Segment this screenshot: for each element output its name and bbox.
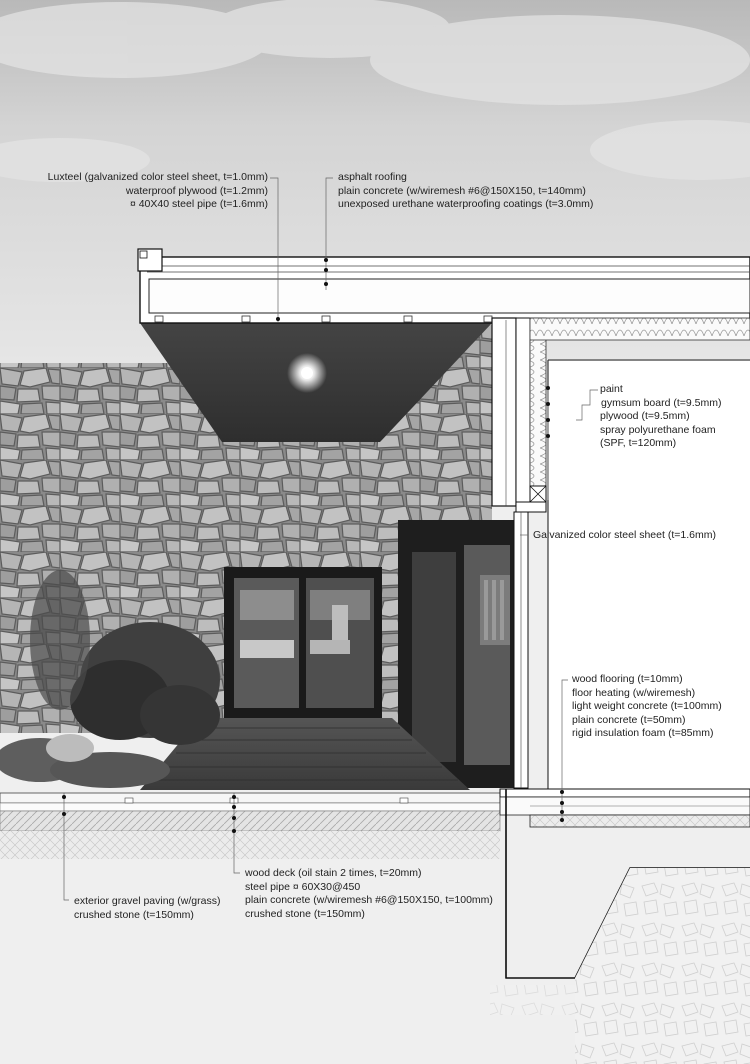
sliding-door (224, 567, 382, 719)
floor-annotations (572, 673, 722, 741)
gravel-annotations (74, 895, 220, 922)
annotation-line: spray polyurethane foam (600, 423, 716, 436)
annotation-line: plain concrete (w/wiremesh #6@150X150, t=100mm) (245, 894, 493, 907)
annotation-line: asphalt roofing (338, 171, 407, 183)
annotation-line: steel pipe ¤ 60X30@450 (245, 880, 361, 893)
annotation-line: Luxteel (galvanized color steel sheet, t=1.0mm) (47, 171, 268, 183)
annotation-line: paint (600, 383, 623, 395)
annotation-line: waterproof plywood (t=1.2mm) (125, 184, 268, 197)
annotation-line: plain concrete (w/wiremesh #6@150X150, t=140mm) (338, 184, 586, 197)
wall-annotations (600, 383, 722, 451)
annotation-line: gymsum board (t=9.5mm) (601, 396, 722, 409)
annotation-line: plain concrete (t=50mm) (572, 713, 686, 726)
annotation-line: plywood (t=9.5mm) (600, 410, 690, 423)
annotation-line: exterior gravel paving (w/grass) (74, 895, 221, 907)
ground-section (0, 789, 750, 1064)
annotation-line: rigid insulation foam (t=85mm) (572, 727, 714, 740)
annotation-line: unexposed urethane waterproofing coatings (t=3.0mm) (338, 198, 594, 211)
annotation-line: crushed stone (t=150mm) (74, 908, 194, 921)
annotation-line: crushed stone (t=150mm) (245, 907, 365, 920)
steel-sheet-annotation (533, 529, 716, 543)
annotation-line: wood flooring (t=10mm) (572, 673, 683, 685)
annotation-line: Galvanized color steel sheet (t=1.6mm) (533, 529, 716, 541)
annotation-line: wood deck (oil stain 2 times, t=20mm) (245, 867, 422, 879)
deck-annotations (245, 867, 493, 921)
roof-right-annotations (338, 171, 593, 212)
annotation-line: floor heating (w/wiremesh) (572, 686, 696, 699)
annotation-line: (SPF, t=120mm) (600, 437, 677, 450)
stone-wall-back (222, 440, 387, 570)
annotation-line: ¤ 40X40 steel pipe (t=1.6mm) (129, 198, 268, 211)
roof-section (138, 249, 750, 323)
annotation-line: light weight concrete (t=100mm) (572, 700, 722, 713)
downlight (301, 367, 313, 379)
roof-left-annotations (48, 171, 268, 212)
